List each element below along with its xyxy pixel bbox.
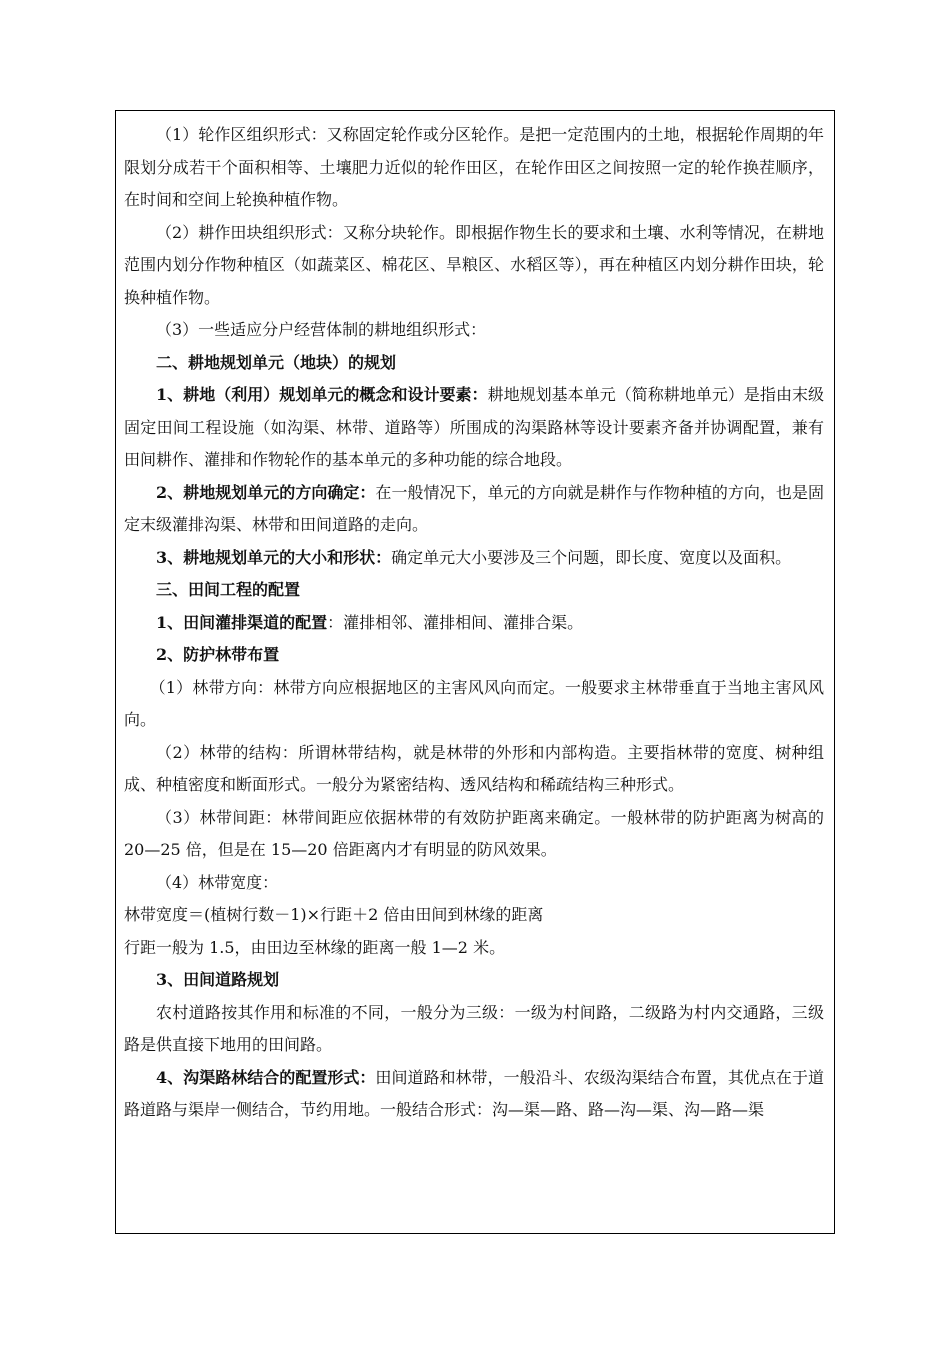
section-3-heading: 三、田间工程的配置 [156, 580, 301, 599]
section-3-item-4-text: 田间道路和林带，一般沿斗、农级沟渠结合布置，其优点在于道路道路与渠岸一侧结合，节约用地。一般结合形式：沟—渠—路、路—沟—渠、沟—路—渠 [124, 1067, 824, 1119]
section-2-item-1 [124, 379, 824, 477]
rotation-paragraph-1: （1）轮作区组织形式：又称固定轮作或分区轮作。是把一定范围内的土地，根据轮作周期的年限划分成若干个面积相等、土壤肥力近似的轮作田区，在轮作田区之间按照一定的轮作换茬顺序，在时间和空间上轮换种植作物。 [124, 125, 824, 209]
section-2-heading: 二、耕地规划单元（地块）的规划 [156, 352, 397, 372]
section-3-item-1-text: ：灌排相邻、灌排相间、灌排合渠。 [327, 612, 584, 632]
section-2-item-2 [124, 477, 824, 542]
section-2-item-3-title: 3、耕地规划单元的大小和形状： [156, 547, 392, 567]
section-3-item-2-title: 2、防护林带布置 [156, 645, 280, 664]
road-paragraph: 农村道路按其作用和标准的不同，一般分为三级：一级为村间路，二级路为村内交通路，三级路是供直接下地用的田间路。 [124, 1002, 824, 1054]
rotation-paragraph-3: （3）一些适应分户经营体制的耕地组织形式： [156, 320, 487, 339]
section-2-item-3 [124, 542, 824, 575]
section-2-item-3-text: 确定单元大小要涉及三个问题，即长度、宽度以及面积。 [391, 547, 792, 567]
section-3-item-4-title: 4、沟渠路林结合的配置形式： [156, 1067, 376, 1087]
section-2-item-2-text: 在一般情况下，单元的方向就是耕作与作物种植的方向，也是固定末级灌排沟渠、林带和田间道路的走向。 [124, 482, 824, 534]
rotation-paragraph-2: （2）耕作田块组织形式：又称分块轮作。即根据作物生长的要求和土壤、水利等情况，在耕地范围内划分作物种植区（如蔬菜区、棉花区、旱粮区、水稻区等），再在种植区内划分耕作田块，轮换种植作物。 [124, 222, 824, 307]
section-2-item-1-title: 1、耕地（利用）规划单元的概念和设计要素： [156, 385, 488, 404]
document-frame [115, 110, 835, 1234]
section-3-item-1 [124, 607, 824, 640]
belt-paragraph-1: （1）林带方向：林带方向应根据地区的主害风风向而定。一般要求主林带垂直于当地主害风风向。 [124, 677, 824, 729]
belt-width-formula: 林带宽度＝(植树行数－1)×行距＋2 倍由田间到林缘的距离 [124, 905, 544, 924]
section-3-item-1-title: 1、田间灌排渠道的配置 [156, 612, 328, 632]
section-2-item-2-title: 2、耕地规划单元的方向确定： [156, 482, 376, 502]
row-spacing-note: 行距一般为 1.5，由田边至林缘的距离一般 1—2 米。 [124, 937, 506, 957]
belt-paragraph-4: （4）林带宽度： [156, 872, 279, 892]
document-body [124, 119, 824, 1127]
section-2-item-1-text: 耕地规划基本单元（简称耕地单元）是指由末级固定田间工程设施（如沟渠、林带、道路等）所围成的沟渠路林等设计要素齐备并协调配置，兼有田间耕作、灌排和作物轮作的基本单元的多种功能的综合地段。 [124, 385, 824, 469]
section-3-item-4 [124, 1062, 824, 1127]
belt-paragraph-2: （2）林带的结构：所谓林带结构，就是林带的外形和内部构造。主要指林带的宽度、树种组成、种植密度和断面形式。一般分为紧密结构、透风结构和稀疏结构三种形式。 [124, 742, 824, 794]
belt-paragraph-3: （3）林带间距：林带间距应依据林带的有效防护距离来确定。一般林带的防护距离为树高的 20—25 倍，但是在 15—20 倍距离内才有明显的防风效果。 [124, 807, 824, 859]
section-3-item-3-title: 3、田间道路规划 [156, 970, 280, 989]
